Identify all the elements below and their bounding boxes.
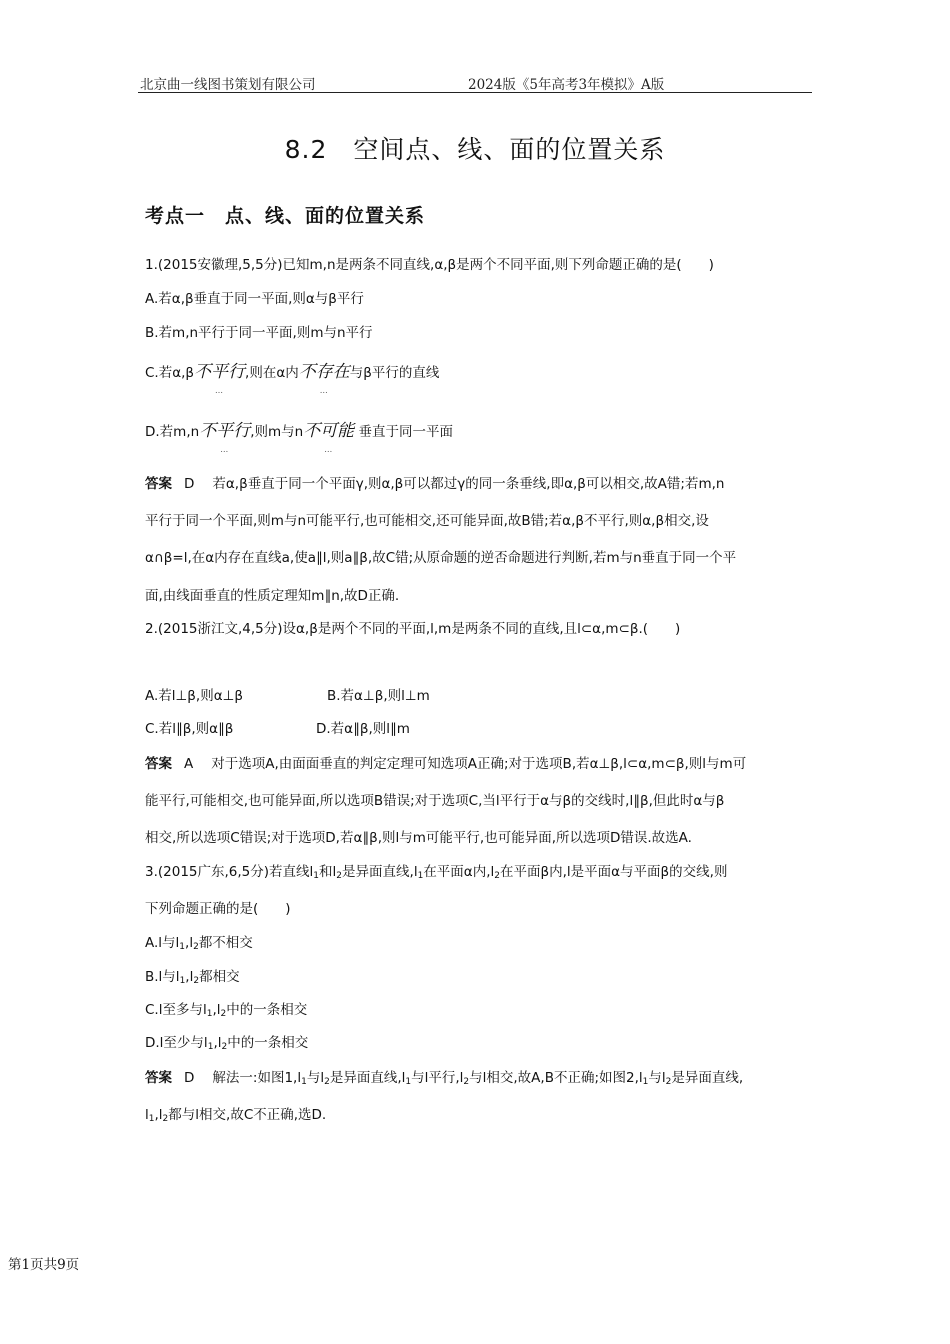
q2-option-c: C.若l∥β,则α∥β (145, 721, 234, 737)
q1-option-b: B.若m,n平行于同一平面,则m与n平行 (145, 325, 373, 341)
emphasis-not-parallel: 不平行 … (194, 362, 246, 395)
q2-option-b: B.若α⊥β,则l⊥m (327, 688, 430, 704)
answer-label: 答案 (145, 756, 172, 772)
q3-option-d: D.l至少与$l_1,l_2$中的一条相交 (145, 1035, 309, 1052)
header-divider (138, 92, 812, 93)
q2-answer-line: 答案 A 对于选项A,由面面垂直的判定定理可知选项A正确;对于选项B,若α⊥β,l⊂α,m⊂β,则l与m可 (145, 756, 747, 772)
page-title: 8.2 空间点、线、面的位置关系 (284, 135, 666, 164)
q1-stem: 1.(2015安徽理,5,5分)已知m,n是两条不同直线,α,β是两个不同平面,则下列命题正确的是( ) (145, 257, 714, 273)
q3-stem: 3.(2015广东,6,5分)若直线$l_1$和$l_2$是异面直线$,l_1$在平面α内$,l_2$在平面β内,l是平面α与平面β的交线,则 (145, 864, 728, 881)
q2-option-d: D.若α∥β,则l∥m (316, 721, 410, 737)
emphasis-not-exist: 不存在 … (298, 362, 350, 395)
q1-option-d: D.若m,n不平行 … ,则m与n不可能 … 垂直于同一平面 (145, 421, 453, 454)
q3-option-a: A.l与$l_1,l_2$都不相交 (145, 935, 253, 952)
header-edition: 2024版《5年高考3年模拟》A版 (468, 77, 665, 93)
q3-answer-line: $l_1,l_2$都与l相交,故C不正确,选D. (145, 1107, 327, 1124)
q1-answer-line: 答案 D 若α,β垂直于同一个平面γ,则α,β可以都过γ的同一条垂线,即α,β可以相交,故A错;若m,n (145, 476, 725, 492)
q3-option-b: B.l与$l_1,l_2$都相交 (145, 969, 240, 986)
q1-answer-line: 面,由线面垂直的性质定理知m∥n,故D正确. (145, 588, 400, 604)
answer-label: 答案 (145, 476, 172, 492)
q1-option-c: C.若α,β不平行 … ,则在α内不存在 … 与β平行的直线 (145, 362, 440, 395)
q1-answer-line: α∩β=l,在α内存在直线a,使a∥l,则a∥β,故C错;从原命题的逆否命题进行判断,若m与n垂直于同一个平 (145, 550, 737, 566)
header-publisher: 北京曲一线图书策划有限公司 (140, 77, 316, 93)
answer-letter: A (184, 756, 194, 772)
section-title: 考点一 点、线、面的位置关系 (145, 205, 426, 227)
q2-answer-line: 能平行,可能相交,也可能异面,所以选项B错误;对于选项C,当l平行于α与β的交线时,l∥β,但此时α与β (145, 793, 725, 809)
page-number: 第1页共9页 (8, 1257, 80, 1273)
q2-answer-line: 相交,所以选项C错误;对于选项D,若α∥β,则l与m可能平行,也可能异面,所以选项D错误.故选A. (145, 830, 692, 846)
answer-label: 答案 (145, 1070, 172, 1086)
q3-stem-cont: 下列命题正确的是( ) (145, 901, 291, 917)
emphasis-not-parallel: 不平行 … (199, 421, 251, 454)
answer-letter: D (184, 476, 195, 492)
q3-answer-line: 答案 D 解法一:如图$1,l_1$与$l_2$是异面直线$,l_1$与l平行$,l_2$与l相交,故A,B不正确;如图$2,l_1$与$l_2$是异面直线, (145, 1070, 744, 1087)
emphasis-impossible: 不可能 … (303, 421, 355, 454)
q1-answer-line: 平行于同一个平面,则m与n可能平行,也可能相交,还可能异面,故B错;若α,β不平行,则α,β相交,设 (145, 513, 709, 529)
answer-letter: D (184, 1070, 195, 1086)
q3-option-c: C.l至多与$l_1,l_2$中的一条相交 (145, 1002, 308, 1019)
q2-stem: 2.(2015浙江文,4,5分)设α,β是两个不同的平面,l,m是两条不同的直线,且l⊂α,m⊂β.( ) (145, 621, 681, 637)
q2-option-a: A.若l⊥β,则α⊥β (145, 688, 243, 704)
q1-option-a: A.若α,β垂直于同一平面,则α与β平行 (145, 291, 364, 307)
